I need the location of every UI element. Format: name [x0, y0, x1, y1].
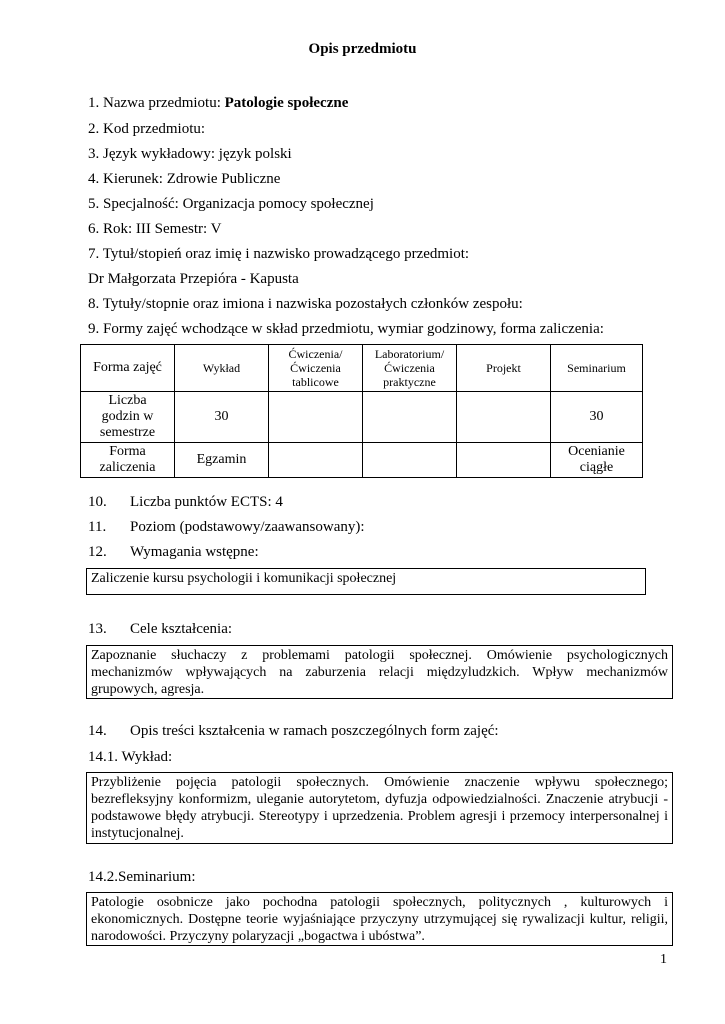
- item-team: 8. Tytuły/stopnie oraz imiona i nazwiska pozostałych członków zespołu:: [88, 296, 523, 312]
- seminar-box: Patologie osobnicze jako pochodna patologii społecznych, politycznych , kulturowych i ekonomicznych. Dostępne teorie wyjaśniające przyczyny utrzymującej się rywalizacji kultur, religii, narodowości. Przyczyny polaryzacji „bogactwa i ubóstwa”.: [86, 892, 673, 946]
- ects-number: 10.: [88, 494, 107, 510]
- hours-label-line-2: godzin w: [101, 409, 154, 424]
- credit-label-line-2: zaliczenia: [99, 460, 156, 475]
- hours-wyklad: 30: [175, 392, 269, 443]
- item-course-name: [88, 94, 348, 112]
- hours-label: [81, 392, 175, 443]
- credit-cwiczenia: [269, 443, 363, 478]
- hours-seminarium: 30: [551, 392, 643, 443]
- page-number: 1: [660, 952, 667, 967]
- hours-label-line-3: semestrze: [99, 425, 156, 440]
- header-lab-line-3: praktyczne: [383, 375, 436, 389]
- item-lecturer-label: 7. Tytuł/stopień oraz imię i nazwisko prowadzącego przedmiot:: [88, 246, 470, 262]
- item-year: 6. Rok: III Semestr: V: [88, 221, 222, 237]
- goals-number: 13.: [88, 621, 107, 637]
- item-field: 4. Kierunek: Zdrowie Publiczne: [88, 171, 281, 187]
- item-language: 3. Język wykładowy: język polski: [88, 146, 292, 162]
- table-row-credit: [81, 443, 643, 478]
- course-name-label: 1. Nazwa przedmiotu:: [88, 95, 221, 111]
- item-lecturer-name: Dr Małgorzata Przepióra - Kapusta: [88, 271, 299, 287]
- item-course-code: 2. Kod przedmiotu:: [88, 121, 206, 137]
- hours-laboratorium: [363, 392, 457, 443]
- header-lab-line-2: Ćwiczenia: [384, 361, 435, 375]
- credit-laboratorium: [363, 443, 457, 478]
- requirements-box: Zaliczenie kursu psychologii i komunikacji społecznej: [86, 568, 646, 595]
- page-title: Opis przedmiotu: [308, 41, 417, 57]
- header-laboratorium: [363, 345, 457, 392]
- requirements-text: Wymagania wstępne:: [130, 544, 259, 560]
- requirements-number: 12.: [88, 544, 107, 560]
- item-forms: 9. Formy zajęć wchodzące w skład przedmiotu, wymiar godzinowy, forma zaliczenia:: [88, 321, 604, 337]
- goals-text: Cele kształcenia:: [130, 621, 233, 637]
- header-seminarium: Seminarium: [551, 345, 643, 392]
- hours-cwiczenia: [269, 392, 363, 443]
- lecture-box: Przybliżenie pojęcia patologii społecznych. Omówienie znaczenie wpływu społecznego; bezrefleksyjny konformizm, uleganie autorytetom, dyfuzja odpowiedzialności. Znaczenie atrybucji - podstawowe błędy atrybucji. Stereotypy i uprzedzenia. Problem agresji i przemocy interpersonalnej i instytucjonalnej.: [86, 772, 673, 844]
- header-cwiczenia: [269, 345, 363, 392]
- header-cwiczenia-line-1: Ćwiczenia/: [288, 347, 343, 361]
- hours-projekt: [457, 392, 551, 443]
- table-row-hours: [81, 392, 643, 443]
- header-projekt: Projekt: [457, 345, 551, 392]
- level-number: 11.: [88, 519, 107, 535]
- hours-label-line-1: Liczba: [108, 393, 147, 408]
- forms-table: [80, 344, 643, 478]
- table-header-row: [81, 345, 643, 392]
- content-number: 14.: [88, 723, 107, 739]
- ects-text: Liczba punktów ECTS: 4: [130, 494, 283, 510]
- header-forma: Forma zajęć: [81, 345, 175, 392]
- header-cwiczenia-line-3: tablicowe: [292, 375, 339, 389]
- seminar-heading: 14.2.Seminarium:: [88, 869, 196, 885]
- credit-label-line-1: Forma: [109, 444, 146, 459]
- level-text: Poziom (podstawowy/zaawansowany):: [130, 519, 365, 535]
- header-wyklad: Wykład: [175, 345, 269, 392]
- content-text: Opis treści kształcenia w ramach poszczególnych form zajęć:: [130, 723, 499, 739]
- credit-projekt: [457, 443, 551, 478]
- lecture-heading: 14.1. Wykład:: [88, 749, 173, 765]
- credit-label: [81, 443, 175, 478]
- header-lab-line-1: Laboratorium/: [374, 347, 445, 361]
- credit-seminarium-line-1: Ocenianie: [568, 444, 625, 459]
- header-cwiczenia-line-2: Ćwiczenia: [290, 361, 341, 375]
- credit-wyklad: Egzamin: [175, 443, 269, 478]
- credit-seminarium: [551, 443, 643, 478]
- credit-seminarium-line-2: ciągłe: [579, 460, 614, 475]
- item-specialty: 5. Specjalność: Organizacja pomocy społecznej: [88, 196, 374, 212]
- course-name-value: Patologie społeczne: [224, 95, 349, 111]
- goals-box: Zapoznanie słuchaczy z problemami patologii społecznej. Omówienie psychologicznych mechanizmów wpływających na zaburzenia relacji międzyludzkich. Wpływ mechanizmów grupowych, agresja.: [86, 645, 673, 699]
